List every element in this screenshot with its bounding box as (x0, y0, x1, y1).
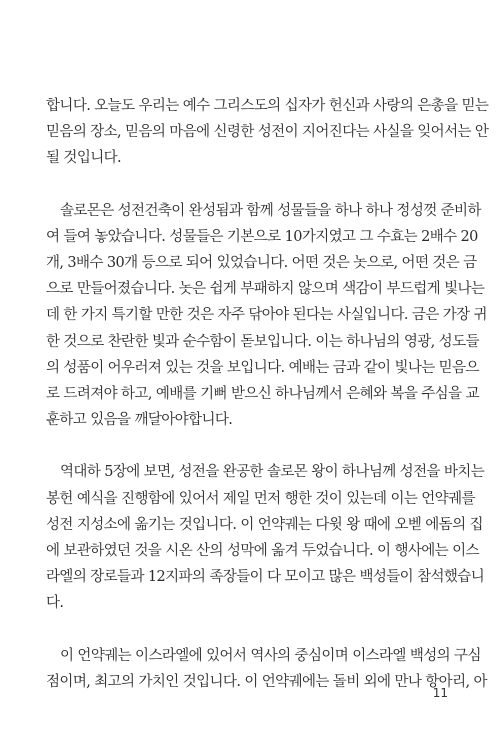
paragraph-spacer (46, 617, 456, 643)
text-line: 한 것으로 찬란한 빛과 순수함이 돋보입니다. 이는 하나님의 영광, 성도들 (46, 333, 479, 350)
text-line: 라엘의 장로들과 12지파의 족장들이 다 모이고 많은 백성들이 참석했습니 (46, 569, 485, 586)
paragraph-spacer (46, 172, 456, 198)
text-line: 개, 3배수 30개 등으로 되어 있었습니다. 어떤 것은 놋으로, 어떤 것은 금 (46, 255, 477, 272)
text-line: 여 들여 놓았습니다. 성물들은 기본으로 10가지였고 그 수효는 2배수 20 (46, 228, 478, 245)
paragraph-2 (46, 198, 487, 434)
paragraph-1 (46, 93, 489, 172)
text-line: 로 드려져야 하고, 예배를 기뻐 받으신 하나님께서 은혜와 복을 주심을 교 (46, 386, 479, 403)
text-line: 믿음의 장소, 믿음의 마음에 신령한 성전이 지어진다는 사실을 잊어서는 안 (46, 124, 489, 141)
text-line: 합니다. 오늘도 우리는 예수 그리스도의 십자가 헌신과 사랑의 은총을 믿는 (46, 98, 489, 114)
paragraph-3 (46, 459, 485, 616)
text-line: 의 성품이 어우러져 있는 것을 보입니다. 예배는 금과 같이 빛나는 믿음으 (46, 359, 479, 376)
text-line: 훈하고 있음을 깨달아야합니다. (46, 412, 233, 429)
text-line: 다. (46, 595, 64, 612)
text-line: 점이며, 최고의 가치인 것입니다. 이 언약궤에는 돌비 외에 만나 항아리, 아 (46, 673, 487, 690)
page-number: 11 (432, 686, 448, 700)
text-line: 역대하 5장에 보면, 성전을 완공한 솔로몬 왕이 하나님께 성전을 바치는 (60, 464, 485, 481)
paragraph-4 (46, 643, 487, 695)
text-line: 될 것입니다. (46, 150, 122, 167)
paragraph-spacer (46, 433, 456, 459)
text-line: 이 언약궤는 이스라엘에 있어서 역사의 중심이며 이스라엘 백성의 구심 (60, 647, 481, 664)
text-line: 봉헌 예식을 진행함에 있어서 제일 먼저 행한 것이 있는데 이는 언약궤를 (46, 490, 475, 507)
text-line: 솔로몬은 성전건축이 완성됨과 함께 성물들을 하나 하나 정성껏 준비하 (60, 202, 481, 219)
text-line: 으로 만들어졌습니다. 놋은 쉽게 부패하지 않으며 색감이 부드럽게 빛나는 (46, 281, 485, 298)
text-line: 에 보관하였던 것을 시온 산의 성막에 옮겨 두었습니다. 이 행사에는 이스 (46, 543, 479, 560)
text-line: 데 한 가지 특기할 만한 것은 자주 닦아야 된다는 사실입니다. 금은 가장 귀 (46, 307, 487, 324)
text-line: 성전 지성소에 옮기는 것입니다. 이 언약궤는 다윗 왕 때에 오벧 에돔의 집 (46, 516, 483, 533)
